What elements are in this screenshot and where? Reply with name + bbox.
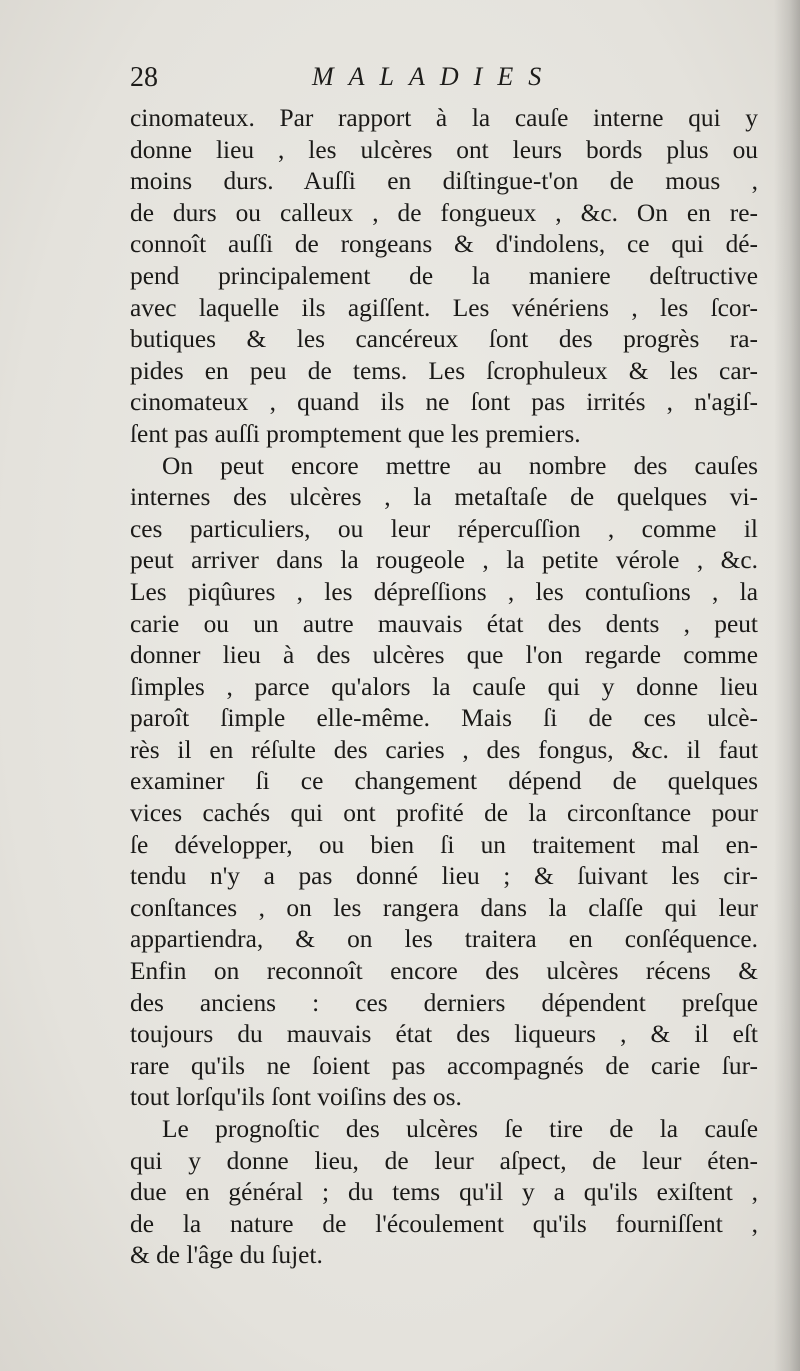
text-line: paroît ſimple elle-même. Mais ſi de ces ulcè- (130, 704, 758, 733)
text-line: rès il en réſulte des caries , des fongus, &c. il faut (130, 735, 758, 764)
text-line: ces particuliers, ou leur répercuſſion , comme il (130, 514, 758, 543)
text-line: examiner ſi ce changement dépend de quelques (130, 767, 758, 796)
text-line: tout lorſqu'ils ſont voiſins des os. (130, 1083, 462, 1112)
page-header (130, 58, 760, 102)
text-line: peut arriver dans la rougeole , la petite vérole , &c. (130, 546, 758, 575)
paragraph (130, 451, 758, 1114)
text-line: ſent pas auſſi promptement que les premiers. (130, 419, 581, 448)
body-text (130, 103, 758, 1272)
text-line: due en général ; du tems qu'il y a qu'ils exiſtent , (130, 1178, 758, 1207)
paragraph (130, 103, 758, 451)
text-line: vices cachés qui ont profité de la circonſtance pour (130, 799, 758, 828)
text-line: & de l'âge du ſujet. (130, 1241, 323, 1270)
text-line: cinomateux. Par rapport à la cauſe interne qui y (130, 104, 758, 132)
text-line: pend principalement de la maniere deſtructive (130, 261, 758, 290)
text-line: moins durs. Auſſi en diſtingue-t'on de mous , (130, 167, 758, 196)
text-line: appartiendra, & on les traitera en conſéquence. (130, 925, 758, 954)
text-line: tendu n'y a pas donné lieu ; & ſuivant les cir- (130, 862, 758, 891)
text-line: ſimples , parce qu'alors la cauſe qui y donne lieu (130, 672, 758, 701)
text-line: cinomateux , quand ils ne ſont pas irrités , n'agiſ- (130, 388, 758, 417)
text-line: Enfin on reconnoît encore des ulcères récens & (130, 957, 758, 986)
text-line: avec laquelle ils agiſſent. Les vénériens , les ſcor- (130, 293, 758, 322)
running-head: MALADIES (312, 62, 557, 91)
text-line: connoît auſſi de rongeans & d'indolens, ce qui dé- (130, 230, 758, 259)
text-line: conſtances , on les rangera dans la claſſe qui leur (130, 893, 758, 922)
text-line: Le prognoſtic des ulcères ſe tire de la cauſe (162, 1115, 758, 1143)
text-line: qui y donne lieu, de leur aſpect, de leur éten- (130, 1146, 758, 1175)
page-number: 28 (130, 62, 158, 93)
page-edge-shadow (774, 0, 800, 1371)
text-line: de durs ou calleux , de fongueux , &c. On en re- (130, 198, 758, 227)
paragraph (130, 1114, 758, 1272)
text-line: On peut encore mettre au nombre des cauſes (162, 451, 758, 480)
text-line: pides en peu de tems. Les ſcrophuleux & les car- (130, 356, 758, 385)
text-line: internes des ulcères , la metaſtaſe de quelques vi- (130, 483, 758, 512)
text-line: donner lieu à des ulcères que l'on regarde comme (130, 641, 758, 670)
text-line: butiques & les cancéreux ſont des progrès ra- (130, 325, 758, 354)
text-line: Les piqûures , les dépreſſions , les contuſions , la (130, 577, 758, 606)
text-line: ſe développer, ou bien ſi un traitement mal en- (130, 830, 758, 859)
text-line: de la nature de l'écoulement qu'ils fourniſſent , (130, 1209, 758, 1238)
text-line: carie ou un autre mauvais état des dents , peut (130, 609, 758, 638)
text-line: donne lieu , les ulcères ont leurs bords plus ou (130, 135, 758, 164)
text-line: des anciens : ces derniers dépendent preſque (130, 988, 758, 1017)
text-line: toujours du mauvais état des liqueurs , & il eſt (130, 1020, 758, 1049)
text-line: rare qu'ils ne ſoient pas accompagnés de carie ſur- (130, 1051, 758, 1080)
